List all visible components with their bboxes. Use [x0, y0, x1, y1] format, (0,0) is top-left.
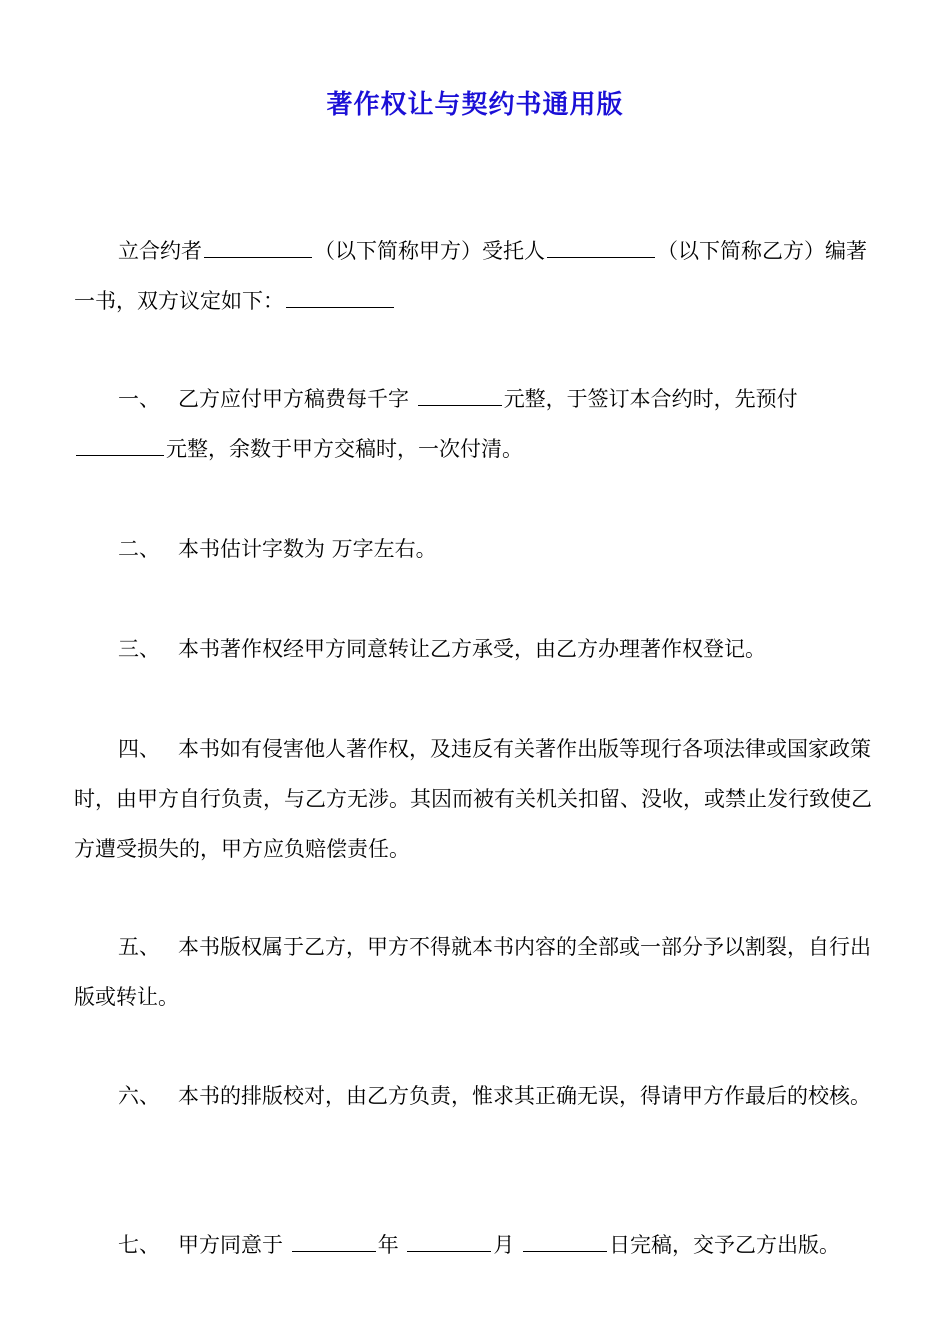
intro-text-3: （以下简称乙方）编著一书，双方议定如下：: [74, 239, 867, 313]
clause-text: 月: [493, 1233, 515, 1257]
party-a-blank: [204, 237, 312, 258]
prepay-amount-blank: [76, 435, 164, 456]
fee-per-thousand-blank: [418, 385, 502, 406]
clause-5: [74, 922, 878, 1022]
clause-number: 四、: [118, 737, 160, 761]
clause-7: [74, 1220, 878, 1270]
agreement-blank: [286, 287, 394, 308]
clause-text: 本书著作权经甲方同意转让乙方承受，由乙方办理著作权登记。: [178, 637, 766, 661]
clause-text: 本书版权属于乙方，甲方不得就本书内容的全部或一部分予以割裂，自行出版或转让。: [74, 935, 871, 1009]
clause-text: 元整，于签订本合约时，先预付: [503, 387, 798, 411]
clause-text: 本书的排版校对，由乙方负责，惟求其正确无误，得请甲方作最后的校核。: [178, 1084, 871, 1108]
year-blank: [292, 1231, 376, 1252]
clause-number: 一、: [118, 387, 160, 411]
day-blank: [523, 1231, 607, 1252]
clause-number: 三、: [118, 637, 160, 661]
clause-text: 乙方应付甲方稿费每千字: [178, 387, 409, 411]
clause-4: [74, 724, 878, 874]
clause-text: 本书如有侵害他人著作权，及违反有关著作出版等现行各项法律或国家政策时，由甲方自行负责，与乙方无涉。其因而被有关机关扣留、没收，或禁止发行致使乙方遭受损失的，甲方应负赔偿责任。: [74, 737, 872, 861]
clause-text: 日完稿，交予乙方出版。: [609, 1233, 841, 1257]
clause-3: [74, 624, 878, 674]
clause-1: [74, 374, 878, 474]
clause-6: [74, 1071, 878, 1121]
clause-number: 七、: [118, 1233, 160, 1257]
clause-number: 六、: [118, 1084, 160, 1108]
month-blank: [407, 1231, 491, 1252]
clause-number: 二、: [118, 537, 160, 561]
intro-text-1: 立合约者: [118, 239, 202, 263]
clause-text: 元整，余数于甲方交稿时，一次付清。: [166, 437, 523, 461]
clause-number: 五、: [118, 935, 160, 959]
document-title: 著作权让与契约书通用版: [326, 90, 624, 120]
party-b-blank: [547, 237, 655, 258]
clause-text: 本书估计字数为 万字左右。: [178, 537, 437, 561]
intro-paragraph: [74, 226, 878, 326]
clause-2: [74, 524, 878, 574]
clause-text: 甲方同意于: [178, 1233, 283, 1257]
clause-text: 年: [377, 1233, 399, 1257]
intro-text-2: （以下简称甲方）受托人: [314, 239, 545, 263]
